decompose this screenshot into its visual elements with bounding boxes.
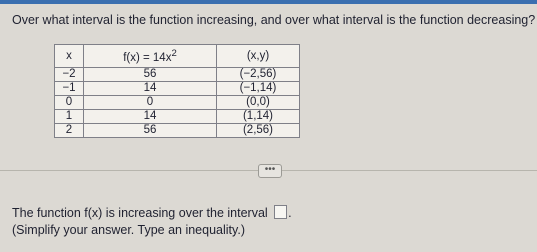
- answer-period: .: [288, 206, 292, 220]
- cell-xy: (2,56): [217, 124, 300, 138]
- cell-x: 0: [55, 96, 84, 110]
- cell-fx: 0: [84, 96, 217, 110]
- cell-x: −2: [55, 68, 84, 82]
- cell-fx: 14: [84, 110, 217, 124]
- cell-xy: (0,0): [217, 96, 300, 110]
- question-text: Over what interval is the function increasing, and over what interval is the function decreasing?: [12, 13, 536, 27]
- answer-line: [12, 205, 292, 221]
- header-xy: (x,y): [217, 45, 300, 68]
- table-header-row: [55, 45, 300, 68]
- table-row: [55, 68, 300, 82]
- header-x: x: [55, 45, 84, 68]
- top-accent-bar: [0, 0, 537, 4]
- cell-x: 2: [55, 124, 84, 138]
- table-row: [55, 110, 300, 124]
- cell-fx: 56: [84, 124, 217, 138]
- cell-x: 1: [55, 110, 84, 124]
- table-row: [55, 82, 300, 96]
- cell-fx: 56: [84, 68, 217, 82]
- cell-xy: (−2,56): [217, 68, 300, 82]
- header-fx: [84, 45, 217, 68]
- cell-xy: (−1,14): [217, 82, 300, 96]
- header-fx-exponent: 2: [171, 48, 177, 60]
- cell-xy: (1,14): [217, 110, 300, 124]
- header-fx-text: f(x) = 14x: [123, 51, 172, 64]
- answer-prompt: The function f(x) is increasing over the interval: [12, 206, 268, 220]
- values-table: [54, 44, 300, 138]
- cell-x: −1: [55, 82, 84, 96]
- answer-hint: (Simplify your answer. Type an inequality.): [12, 223, 245, 237]
- answer-input[interactable]: [274, 205, 287, 219]
- table-row: [55, 96, 300, 110]
- cell-fx: 14: [84, 82, 217, 96]
- table-row: [55, 124, 300, 138]
- expand-dots-button[interactable]: •••: [258, 164, 282, 178]
